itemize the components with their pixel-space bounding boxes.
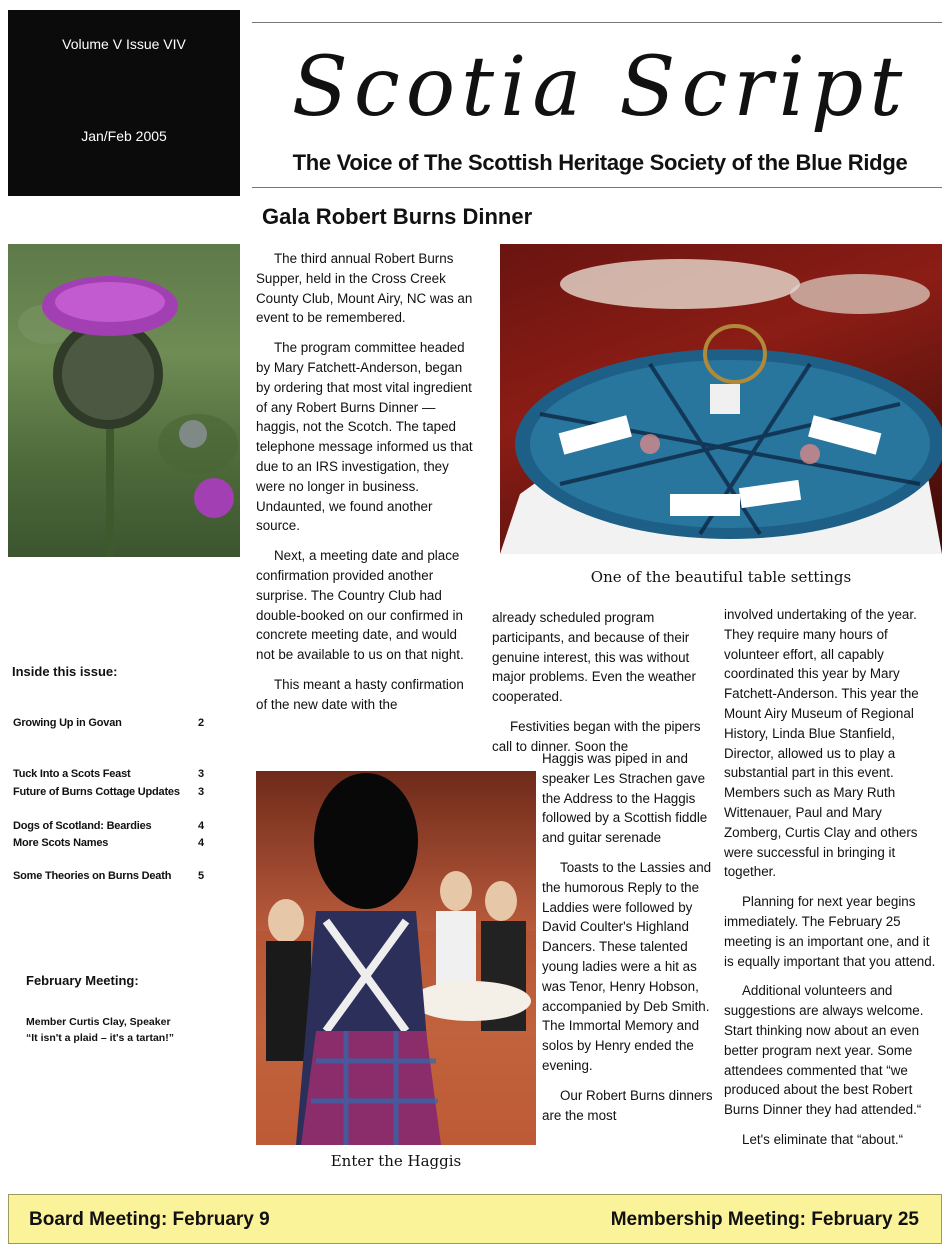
paragraph: This meant a hasty confirmation of the new date with the [256,676,464,712]
board-meeting-date: Board Meeting: February 9 [29,1209,270,1230]
paragraph: Toasts to the Lassies and the humorous Reply to the Laddies were followed by David Coulter's Highland Dancers. These talented young ladies were a hit as was Tenor, Henry Hobson, accompanied by Deb Smith. The Immortal Memory and solos by Henry ended the evening. [542,859,712,1073]
toc-item-page: 4 [198,837,205,849]
top-rule [252,22,942,23]
toc-item-title: Growing Up in Govan [13,717,122,729]
toc-item-title: More Scots Names [13,837,109,849]
paragraph: The program committee headed by Mary Fatchett-Anderson, began by ordering that most vital ingredient of any Robert Burns Dinner — haggis, not the Scotch. The taped telephone message informed us that due to an IRS investigation, they were no longer in business. Undaunted, we found another source. [256,340,473,534]
inside-issue-title: Inside this issue: [12,664,118,679]
table-photo-caption: One of the beautiful table settings [590,568,852,586]
membership-meeting-date: Membership Meeting: February 25 [610,1209,919,1230]
paragraph: Let's eliminate that “about.“ [742,1131,904,1147]
newsletter-title: Scotia Script [291,40,909,135]
article-column-2-wrap [542,749,714,1135]
piper-photo [256,771,536,1145]
masthead-rule [252,187,942,188]
thistle-photo [8,244,240,557]
toc-item-title: Dogs of Scotland: Beardies [13,820,152,832]
article-column-2-top [492,608,714,767]
toc-item-page: 3 [198,786,205,798]
toc-item-title: Future of Burns Cottage Updates [13,786,180,798]
volume-issue: Volume V Issue VIV [62,36,186,52]
article-column-3 [724,605,942,1160]
toc-item-page: 5 [198,870,205,882]
thistle-illustration [8,244,240,557]
article-headline: Gala Robert Burns Dinner [262,204,533,229]
february-meeting-title: February Meeting: [26,973,139,988]
toc-item-title: Some Theories on Burns Death [13,870,172,882]
meeting-banner [8,1194,942,1244]
newsletter-subtitle: The Voice of The Scottish Heritage Society of the Blue Ridge [292,150,908,175]
paragraph: Our Robert Burns dinners are the most [542,1087,713,1123]
piper-illustration [256,771,536,1145]
toc-item-page: 4 [198,820,205,832]
paragraph: The third annual Robert Burns Supper, held in the Cross Creek County Club, Mount Airy, NC was an event to be remembered. [256,251,473,326]
paragraph: Haggis was piped in and speaker Les Strachen gave the Address to the Haggis followed by a Scottish fiddle and guitar serenade [542,751,708,846]
table-setting-photo [500,244,942,554]
issue-date: Jan/Feb 2005 [81,128,167,144]
paragraph: already scheduled program participants, and because of their genuine interest, this was without major problems. Even the weather cooperated. [492,610,696,705]
issue-info-box [8,10,240,196]
paragraph: Planning for next year begins immediately. The February 25 meeting is an important one, and it is equally important that you attend. [724,894,936,969]
paragraph: involved undertaking of the year. They require many hours of volunteer effort, all capably coordinated this year by Mary Fatchett-Anderson. This year the Mount Airy Museum of Regional History, Linda Blue Stanfield, Director, allowed us to play a substantial part in this event. Members such as Mary Ruth Wittenauer, Paul and Mary Zomberg, Curtis Clay and others were successful in bringing it together. [724,607,919,880]
february-meeting-speaker: Member Curtis Clay, Speaker [26,1016,171,1028]
paragraph: Additional volunteers and suggestions are always welcome. Start thinking now about an even better program next year. Some attendees commented that “we produced about the best Robert Burns Dinner they had attended.“ [724,983,924,1118]
article-column-1 [256,249,474,725]
table-setting-illustration [500,244,942,554]
toc-item-title: Tuck Into a Scots Feast [13,768,131,780]
paragraph: Next, a meeting date and place confirmation provided another surprise. The Country Club had double-booked on our confirmed in concrete meeting date, and would not be available to us on that night. [256,548,464,663]
toc-item-page: 2 [198,717,205,729]
february-meeting-topic: “It isn't a plaid – it's a tartan!” [26,1032,174,1044]
paragraph: Festivities began with the pipers call to dinner. Soon the [492,718,701,754]
toc-item-page: 3 [198,768,205,780]
piper-photo-caption: Enter the Haggis [330,1152,462,1170]
